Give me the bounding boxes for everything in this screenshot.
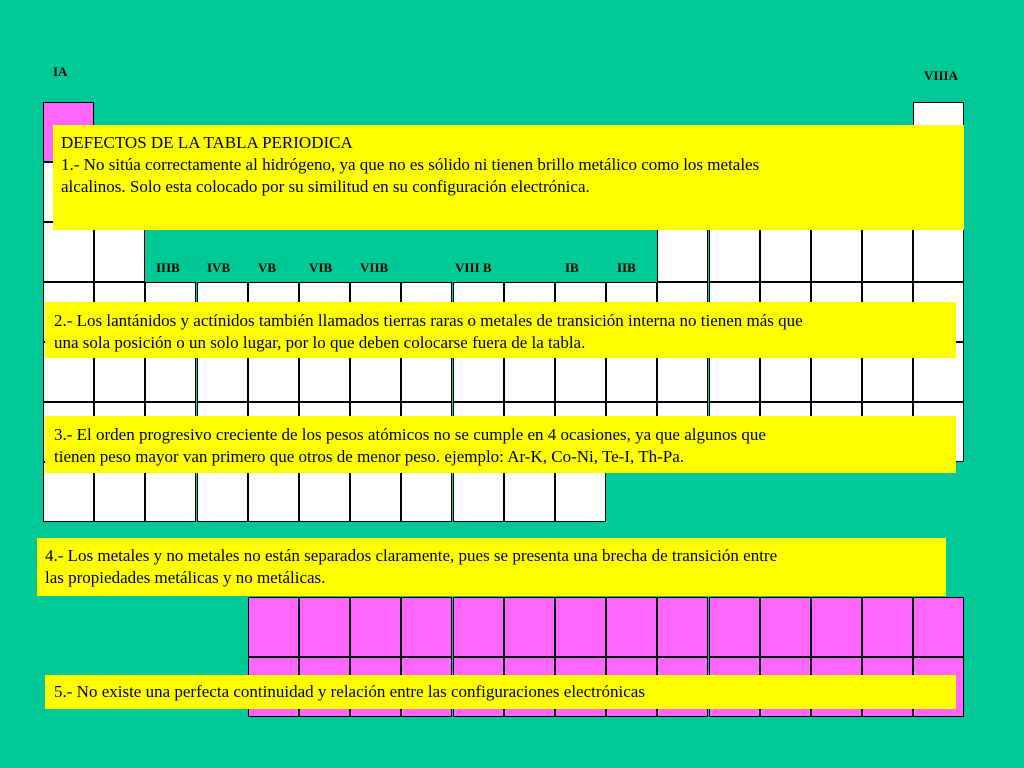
f-block-cell (453, 597, 504, 657)
f-block-cell (913, 597, 964, 657)
element-cell (760, 222, 811, 282)
f-block-cell (811, 597, 862, 657)
group-label-ivb: IVB (207, 260, 231, 275)
group-label-vib: VIB (309, 260, 333, 275)
group-label-viii-b: VIII B (455, 260, 492, 275)
group-label-viib: VIIB (360, 260, 389, 275)
group-label-vb: VB (258, 260, 277, 275)
group-label-viiia: VIIIA (924, 68, 958, 83)
note-defect-4 (37, 538, 946, 596)
f-block-cell (401, 597, 452, 657)
group-label-ia: IA (53, 64, 68, 79)
note-defect-5 (45, 675, 956, 709)
group-label-iiib: IIIB (156, 260, 180, 275)
group-label-ib: IB (565, 260, 579, 275)
f-block-cell (504, 597, 555, 657)
element-cell (43, 222, 94, 282)
note-1-line-1: 1.- No sitúa correctamente al hidrógeno, ya que no es sólido ni tienen brillo metálico como los metales (61, 155, 760, 174)
f-block-cell (606, 597, 657, 657)
note-3-line-1: 3.- El orden progresivo creciente de los pesos atómicos no se cumple en 4 ocasiones, ya que algunos que (54, 425, 766, 444)
note-title: DEFECTOS DE LA TABLA PERIODICA (61, 133, 353, 152)
element-cell (811, 222, 862, 282)
group-label-iib: IIB (617, 260, 636, 275)
note-5-line-1: 5.- No existe una perfecta continuidad y relación entre las configuraciones electrónicas (54, 682, 645, 701)
element-cell (709, 222, 760, 282)
f-block-cell (760, 597, 811, 657)
note-3-line-2: tienen peso mayor van primero que otros de menor peso. ejemplo: Ar-K, Co-Ni, Te-I, Th-Pa. (54, 447, 684, 466)
f-block-cell (657, 597, 708, 657)
element-cell (94, 222, 145, 282)
note-2-line-1: 2.- Los lantánidos y actínidos también llamados tierras raras o metales de transición interna no tienen más que (54, 311, 803, 330)
note-2-line-2: una sola posición o un solo lugar, por lo que deben colocarse fuera de la tabla. (54, 333, 586, 352)
note-defect-3 (45, 416, 956, 473)
note-defect-1 (53, 125, 964, 230)
note-4-line-1: 4.- Los metales y no metales no están separados claramente, pues se presenta una brecha de transición entre (45, 546, 778, 565)
f-block-cell (862, 597, 913, 657)
f-block-cell (299, 597, 350, 657)
f-block-cell (350, 597, 401, 657)
f-block-cell (709, 597, 760, 657)
note-defect-2 (45, 302, 956, 358)
element-cell (657, 222, 708, 282)
f-block-cell (248, 597, 299, 657)
element-cell (913, 222, 964, 282)
note-4-line-2: las propiedades metálicas y no metálicas. (45, 568, 326, 587)
f-block-cell (555, 597, 606, 657)
note-1-line-2: alcalinos. Solo esta colocado por su similitud en su configuración electrónica. (61, 177, 590, 196)
element-cell (862, 222, 913, 282)
